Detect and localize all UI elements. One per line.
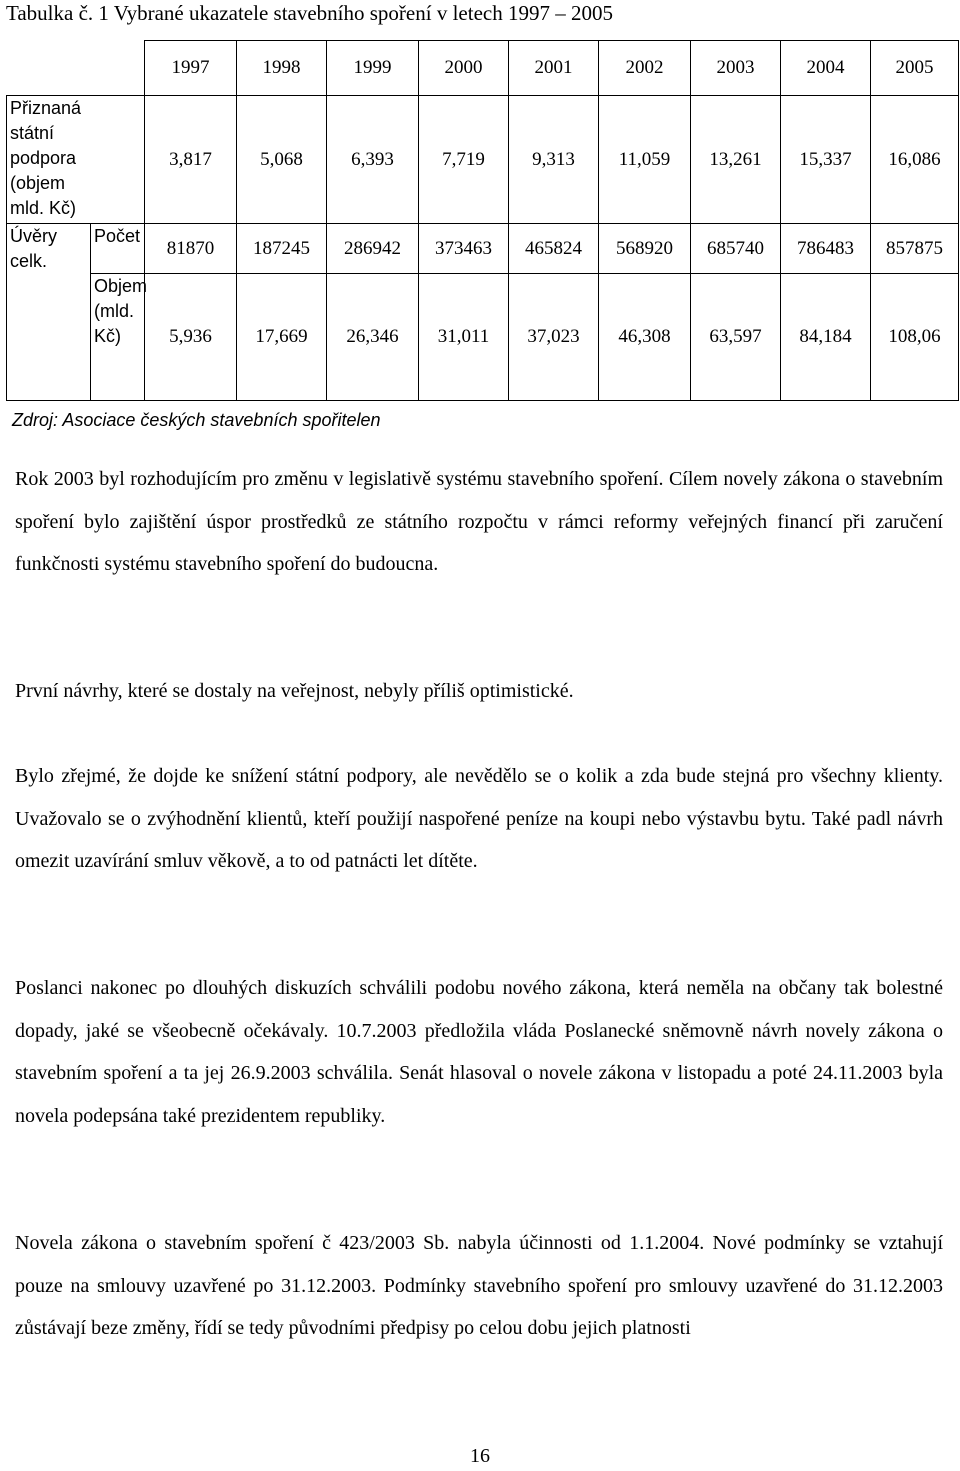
volume-value: 46,308: [599, 274, 691, 401]
year-header: 2003: [691, 41, 781, 96]
support-value: 15,337: [781, 96, 871, 224]
paragraph: Poslanci nakonec po dlouhých diskuzích schválili podobu nového zákona, která neměla na občany tak bolestné dopady, jaké se všeobecně očekávaly. 10.7.2003 předložila vláda Poslanecké sněmovně návrh novely zákona o stavebním spoření a ta jej 26.9.2003 schválila. Senát hlasoval o novele zákona v listopadu a poté 24.11.2003 byla novela podepsána také prezidentem republiky.: [15, 977, 943, 1127]
page-number: 16: [470, 1445, 490, 1467]
volume-value: 5,936: [145, 274, 237, 401]
volume-value: 26,346: [327, 274, 419, 401]
volume-value: 63,597: [691, 274, 781, 401]
support-value: 5,068: [237, 96, 327, 224]
support-value: 7,719: [419, 96, 509, 224]
paragraph: Bylo zřejmé, že dojde ke snížení státní podpory, ale nevědělo se o kolik a zda bude stejná pro všechny klienty. Uvažovalo se o zvýhodnění klientů, kteří použijí naspořené peníze na koupi nebo výstavbu bytu. Také padl návrh omezit uzavírání smluv věkově, a to od patnácti let dítěte.: [15, 765, 943, 872]
count-value: 685740: [691, 224, 781, 274]
row-label-loans: Úvěry celk.: [7, 224, 91, 401]
table-source-note: Zdroj: Asociace českých stavebních spořitelen: [12, 410, 381, 430]
paragraph: Rok 2003 byl rozhodujícím pro změnu v legislativě systému stavebního spoření. Cílem novely zákona o stavebním spoření bylo zajištění úspor prostředků ze státního rozpočtu v rámci reformy veřejných financí při zaručení funkčnosti systému stavebního spoření do budoucna.: [15, 468, 943, 575]
year-header: 1998: [237, 41, 327, 96]
row-label-volume: Objem (mld. Kč): [91, 274, 145, 401]
year-header: 2002: [599, 41, 691, 96]
count-value: 786483: [781, 224, 871, 274]
row-label-support: Přiznaná státní podpora (objem mld. Kč): [7, 96, 145, 224]
count-value: 187245: [237, 224, 327, 274]
table-row-volume: [7, 274, 959, 401]
volume-value: 17,669: [237, 274, 327, 401]
count-value: 81870: [145, 224, 237, 274]
table-header-row: [7, 41, 959, 96]
row-label-count: Počet: [91, 224, 145, 274]
paragraph: Novela zákona o stavebním spoření č 423/2003 Sb. nabyla účinnosti od 1.1.2004. Nové podmínky se vztahují pouze na smlouvy uzavřené po 31.12.2003. Podmínky stavebního spoření pro smlouvy uzavřené do 31.12.2003 zůstávají beze změny, řídí se tedy původními předpisy po celou dobu jejich platnosti: [15, 1232, 943, 1339]
support-value: 16,086: [871, 96, 959, 224]
table-caption: Tabulka č. 1 Vybrané ukazatele stavebního spoření v letech 1997 – 2005: [6, 1, 613, 25]
count-value: 568920: [599, 224, 691, 274]
table-row-support: [7, 96, 959, 224]
count-value: 373463: [419, 224, 509, 274]
year-header: 1997: [145, 41, 237, 96]
year-header: 2004: [781, 41, 871, 96]
count-value: 465824: [509, 224, 599, 274]
support-value: 3,817: [145, 96, 237, 224]
year-header: 1999: [327, 41, 419, 96]
volume-value: 84,184: [781, 274, 871, 401]
support-value: 9,313: [509, 96, 599, 224]
table-row-count: [7, 224, 959, 274]
table-corner-cell: [7, 41, 145, 96]
support-value: 13,261: [691, 96, 781, 224]
count-value: 857875: [871, 224, 959, 274]
paragraph: První návrhy, které se dostaly na veřejnost, nebyly příliš optimistické.: [15, 680, 574, 702]
volume-value: 108,06: [871, 274, 959, 401]
year-header: 2000: [419, 41, 509, 96]
support-value: 6,393: [327, 96, 419, 224]
support-value: 11,059: [599, 96, 691, 224]
volume-value: 31,011: [419, 274, 509, 401]
volume-value: 37,023: [509, 274, 599, 401]
year-header: 2001: [509, 41, 599, 96]
count-value: 286942: [327, 224, 419, 274]
year-header: 2005: [871, 41, 959, 96]
savings-indicators-table: [6, 40, 959, 401]
